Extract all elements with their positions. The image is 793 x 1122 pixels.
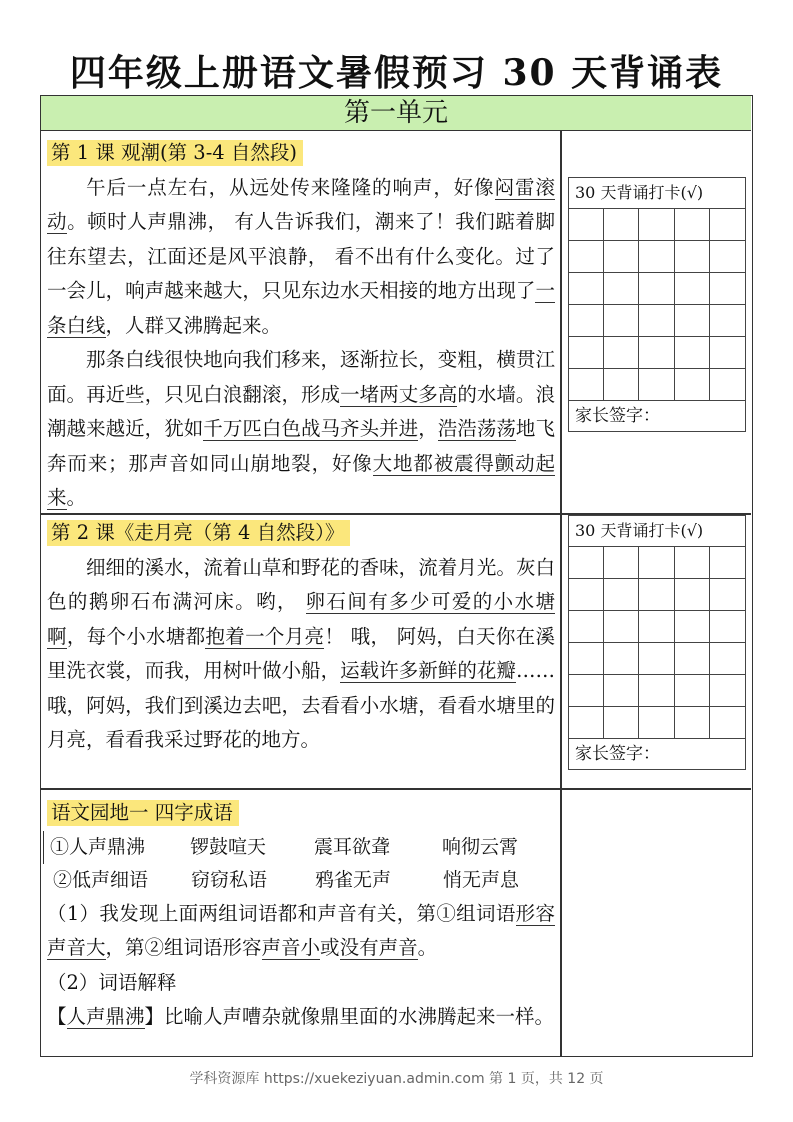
- lesson-1-paragraph-2: 那条白线很快地向我们移来，逐渐拉长，变粗，横贯江面。再近些，只见白浪翻滚，形成一堵两丈多高的水墙。浪潮越来越近，犹如千万匹白色战马齐头并进，浩浩荡荡地飞奔而来；那声音如同山崩地裂，好像大地都被震得颤动起来。: [47, 348, 555, 509]
- checkin-title: 30 天背诵打卡(√): [569, 178, 745, 209]
- checkin-cell[interactable]: [639, 707, 674, 739]
- checkin-cell[interactable]: [710, 337, 745, 369]
- lesson-2-paragraph: 细细的溪水，流着山草和野花的香味，流着月光。灰白色的鹅卵石布满河床。哟， 卵石间有多少可爱的小水塘啊，每个小水塘都抱着一个月亮！ 哦， 阿妈，白天你在溪里洗衣裳，而我，用树叶做小船，运载许多新鲜的花瓣……哦，阿妈，我们到溪边去吧，去看看小水塘，看看水塘里的月亮，看看我采过野花的地方。: [47, 555, 555, 751]
- unit-header: 第一单元: [41, 96, 751, 131]
- checkin-cell[interactable]: [639, 209, 674, 241]
- lesson-2-heading: 第 2 课《走月亮（第 4 自然段）》: [47, 520, 350, 546]
- checkin-cell[interactable]: [710, 675, 745, 707]
- checkin-cell[interactable]: [639, 337, 674, 369]
- recitation-table: [40, 95, 753, 1057]
- checkin-cell[interactable]: [604, 369, 639, 401]
- checkin-cell[interactable]: [604, 707, 639, 739]
- lesson-2: [47, 516, 555, 758]
- checkin-cell[interactable]: [675, 675, 710, 707]
- checkin-box-1: [568, 177, 746, 432]
- row-divider: [41, 788, 751, 790]
- checkin-cell[interactable]: [710, 305, 745, 337]
- checkin-cell[interactable]: [604, 547, 639, 579]
- checkin-cell[interactable]: [639, 369, 674, 401]
- lesson-1-heading: 第 1 课 观潮(第 3-4 自然段): [47, 140, 303, 166]
- checkin-cell[interactable]: [569, 337, 604, 369]
- checkin-cell[interactable]: [569, 611, 604, 643]
- checkin-cell[interactable]: [675, 273, 710, 305]
- checkin-cell[interactable]: [639, 643, 674, 675]
- checkin-cell[interactable]: [675, 611, 710, 643]
- checkin-cell[interactable]: [675, 209, 710, 241]
- checkin-cell[interactable]: [639, 273, 674, 305]
- checkin-cell[interactable]: [675, 547, 710, 579]
- lesson-1-paragraph-1: 午后一点左右，从远处传来隆隆的响声，好像闷雷滚动。顿时人声鼎沸， 有人告诉我们，潮来了！我们踮着脚往东望去，江面还是风平浪静， 看不出有什么变化。过了一会儿，响声越来越大，只见东边水天相接的地方出现了一条白线，人群又沸腾起来。: [47, 175, 555, 337]
- lesson-1: [47, 136, 555, 516]
- checkin-cell[interactable]: [604, 579, 639, 611]
- checkin-grid: [569, 547, 745, 739]
- checkin-cell[interactable]: [710, 643, 745, 675]
- checkin-cell[interactable]: [675, 643, 710, 675]
- checkin-cell[interactable]: [604, 305, 639, 337]
- checkin-cell[interactable]: [569, 273, 604, 305]
- checkin-cell[interactable]: [675, 241, 710, 273]
- checkin-cell[interactable]: [604, 273, 639, 305]
- language-garden: [47, 796, 555, 1035]
- checkin-cell[interactable]: [710, 579, 745, 611]
- garden-heading: 语文园地一 四字成语: [47, 800, 239, 826]
- checkin-cell[interactable]: [569, 643, 604, 675]
- checkin-cell[interactable]: [675, 369, 710, 401]
- page-title: 四年级上册语文暑假预习 30 天背诵表: [69, 52, 724, 94]
- checkin-cell[interactable]: [639, 241, 674, 273]
- checkin-cell[interactable]: [639, 547, 674, 579]
- checkin-cell[interactable]: [710, 611, 745, 643]
- parent-signature-field[interactable]: 家长签字：: [575, 406, 660, 426]
- checkin-cell[interactable]: [710, 241, 745, 273]
- idiom-row-1: ①人声鼎沸 锣鼓喧天 震耳欲聋 响彻云霄: [43, 831, 555, 864]
- checkin-cell[interactable]: [569, 305, 604, 337]
- checkin-cell[interactable]: [710, 547, 745, 579]
- checkin-cell[interactable]: [710, 273, 745, 305]
- checkin-cell[interactable]: [569, 579, 604, 611]
- checkin-cell[interactable]: [675, 337, 710, 369]
- checkin-cell[interactable]: [569, 675, 604, 707]
- checkin-cell[interactable]: [569, 369, 604, 401]
- checkin-cell[interactable]: [710, 209, 745, 241]
- checkin-cell[interactable]: [604, 675, 639, 707]
- checkin-cell[interactable]: [569, 241, 604, 273]
- checkin-cell[interactable]: [569, 707, 604, 739]
- checkin-cell[interactable]: [710, 707, 745, 739]
- checkin-cell[interactable]: [710, 369, 745, 401]
- checkin-title: 30 天背诵打卡(√): [569, 516, 745, 547]
- checkin-cell[interactable]: [639, 611, 674, 643]
- checkin-cell[interactable]: [639, 675, 674, 707]
- garden-question-1: （1）我发现上面两组词语都和声音有关，第①组词语形容声音大，第②组词语形容声音小或没有声音。: [47, 901, 555, 959]
- checkin-cell[interactable]: [569, 209, 604, 241]
- idiom-row-2: ②低声细语 窃窃私语 鸦雀无声 悄无声息: [53, 868, 520, 891]
- page-footer: 学科资源库 https://xuekeziyuan.admin.com 第 1 页，共 12 页: [189, 1071, 604, 1087]
- checkin-cell[interactable]: [604, 643, 639, 675]
- checkin-cell[interactable]: [675, 579, 710, 611]
- checkin-box-2: [568, 515, 746, 770]
- checkin-cell[interactable]: [569, 547, 604, 579]
- checkin-grid: [569, 209, 745, 401]
- checkin-cell[interactable]: [604, 241, 639, 273]
- checkin-cell[interactable]: [604, 209, 639, 241]
- checkin-cell[interactable]: [675, 305, 710, 337]
- checkin-cell[interactable]: [639, 579, 674, 611]
- parent-signature-field[interactable]: 家长签字：: [575, 744, 660, 764]
- checkin-cell[interactable]: [604, 337, 639, 369]
- checkin-cell[interactable]: [604, 611, 639, 643]
- checkin-cell[interactable]: [675, 707, 710, 739]
- column-divider: [560, 130, 562, 1056]
- idiom-explanation: 【人声鼎沸】比喻人声嘈杂就像鼎里面的水沸腾起来一样。: [47, 1005, 555, 1028]
- checkin-cell[interactable]: [639, 305, 674, 337]
- garden-question-2: （2）词语解释: [47, 970, 177, 994]
